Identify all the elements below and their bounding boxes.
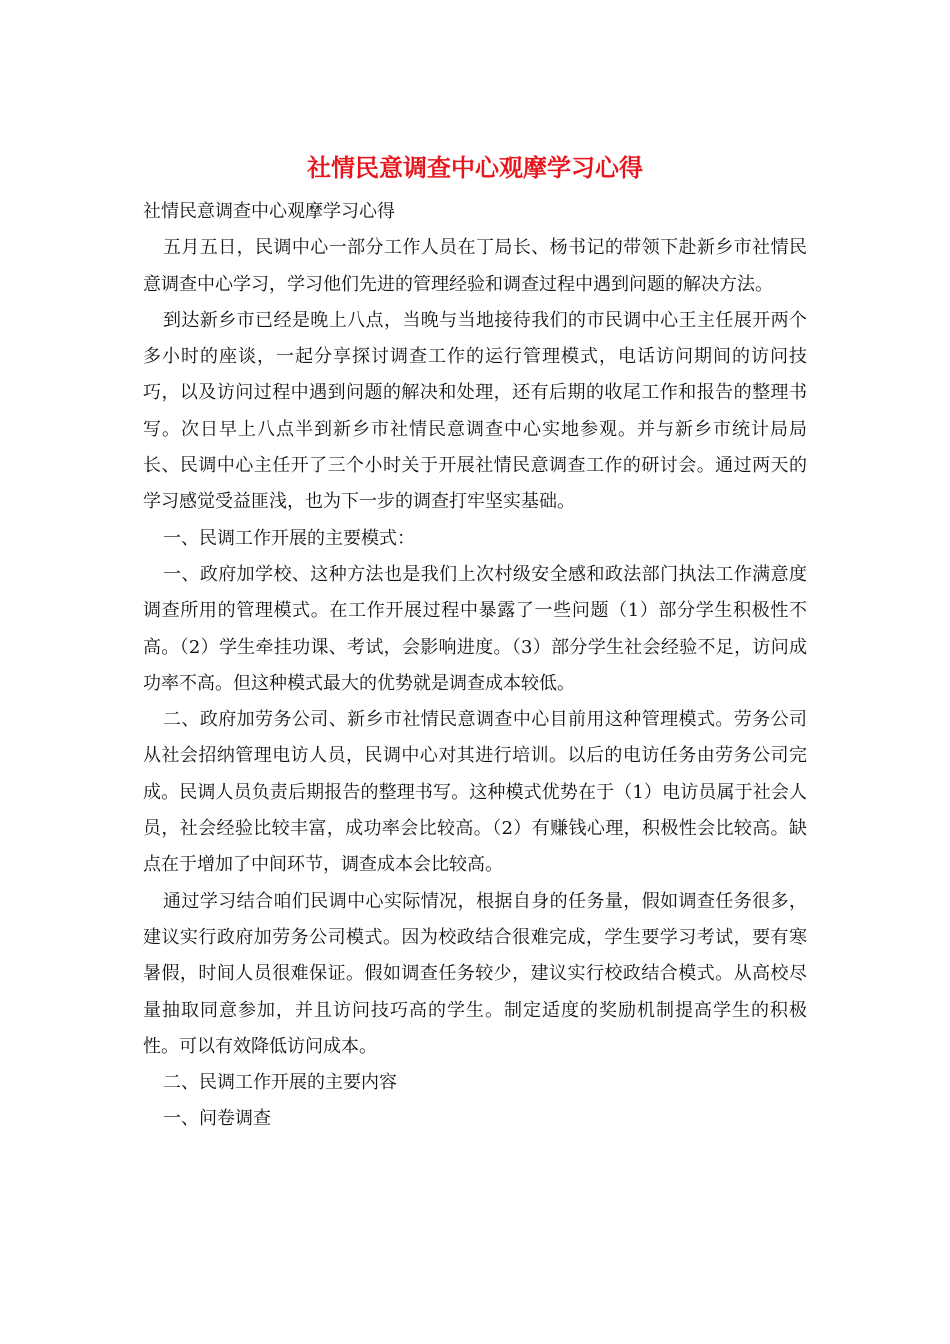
paragraph-mode-school: 一、政府加学校、这种方法也是我们上次村级安全感和政法部门执法工作满意度调查所用的管理模式。在工作开展过程中暴露了一些问题（1）部分学生积极性不高。（2）学生牵挂功课、考试，会影响进度。（3）部分学生社会经验不足，访问成功率不高。但这种模式最大的优势就是调查成本较低。: [143, 563, 807, 694]
section-heading-modes: 一、民调工作开展的主要模式：: [163, 527, 415, 549]
body-heading: 社情民意调查中心观摩学习心得: [143, 201, 395, 222]
paragraph-recommendation: 通过学习结合咱们民调中心实际情况，根据自身的任务量，假如调查任务很多，建议实行政府加劳务公司模式。因为校政结合很难完成，学生要学习考试，要有寒暑假，时间人员很难保证。假如调查任务较少，建议实行校政结合模式。从高校尽量抽取同意参加，并且访问技巧高的学生。制定适度的奖励机制提高学生的积极性。可以有效降低访问成本。: [143, 890, 807, 1057]
section-heading-content: 二、民调工作开展的主要内容: [163, 1072, 397, 1094]
document-body: [143, 194, 807, 1138]
paragraph-visit-details: 到达新乡市已经是晚上八点，当晚与当地接待我们的市民调中心王主任展开两个多小时的座谈，一起分享探讨调查工作的运行管理模式，电话访问期间的访问技巧，以及访问过程中遇到问题的解决和处理，还有后期的收尾工作和报告的整理书写。次日早上八点半到新乡市社情民意调查中心实地参观。并与新乡市统计局局长、民调中心主任开了三个小时关于开展社情民意调查工作的研讨会。通过两天的学习感觉受益匪浅，也为下一步的调查打牢坚实基础。: [143, 309, 807, 513]
subsection-heading-questionnaire: 一、问卷调查: [163, 1108, 271, 1130]
paragraph-mode-labor-company: 二、政府加劳务公司、新乡市社情民意调查中心目前用这种管理模式。劳务公司从社会招纳管理电访人员，民调中心对其进行培训。以后的电访任务由劳务公司完成。民调人员负责后期报告的整理书写。这种模式优势在于（1）电访员属于社会人员，社会经验比较丰富，成功率会比较高。（2）有赚钱心理，积极性会比较高。缺点在于增加了中间环节，调查成本会比较高。: [143, 709, 807, 876]
document-title: 社情民意调查中心观摩学习心得: [307, 153, 643, 182]
paragraph-visit-intro: 五月五日，民调中心一部分工作人员在丁局长、杨书记的带领下赴新乡市社情民意调查中心学习，学习他们先进的管理经验和调查过程中遇到问题的解决方法。: [143, 237, 807, 295]
